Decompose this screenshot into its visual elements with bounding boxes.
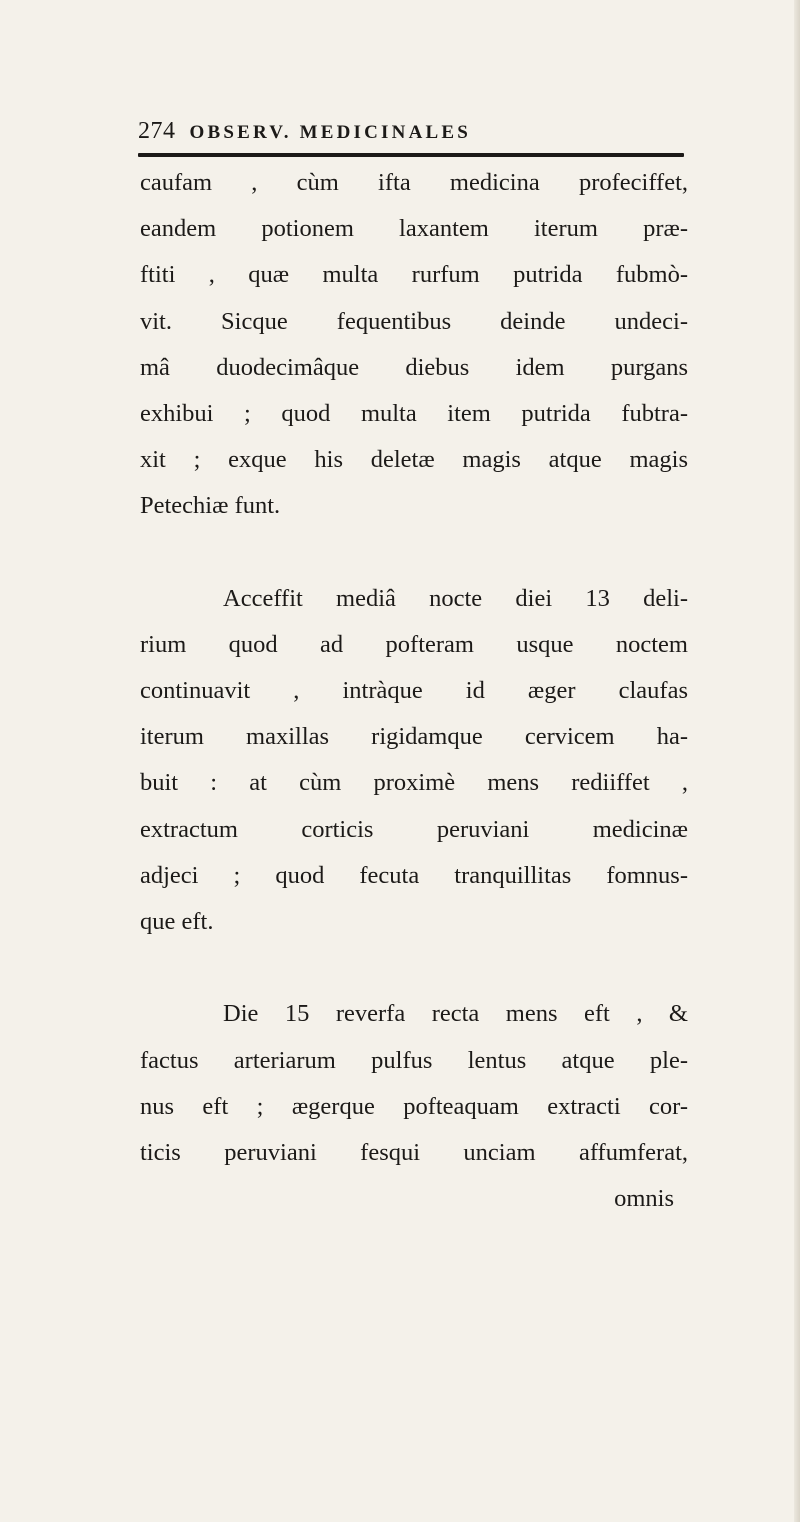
text-line: buit : at cùm proximè mens rediiffet , (140, 769, 688, 797)
paragraph-gap (140, 945, 688, 991)
paragraph-gap (140, 530, 688, 576)
page-number: 274 (138, 118, 176, 144)
text-line: extractum corticis peruviani medicinæ (140, 815, 688, 843)
text-line: exhibui ; quod multa item putrida fubtra- (140, 399, 688, 427)
paragraph (140, 160, 688, 530)
text-line: ftiti , quæ multa rurfum putrida fubmò- (140, 261, 688, 289)
text-line: Petechiæ funt. (140, 492, 281, 520)
page-edge (794, 0, 800, 1522)
text-line: ticis peruviani fesqui unciam affumferat, (140, 1138, 688, 1166)
text-line: caufam , cùm ifta medicina profeciffet, (140, 169, 688, 196)
text-line: nus eft ; ægerque pofteaquam extracti cor- (140, 1092, 688, 1120)
catchword: omnis (614, 1185, 674, 1213)
paragraph (140, 576, 688, 946)
text-line: factus arteriarum pulfus lentus atque ple- (140, 1046, 688, 1074)
text-line: eandem potionem laxantem iterum præ- (140, 215, 688, 243)
text-line: xit ; exque his deletæ magis atque magis (140, 446, 688, 474)
text-line: continuavit , intràque id æger claufas (140, 677, 688, 705)
text-line: vit. Sicque fequentibus deinde undeci- (140, 307, 688, 335)
text-line: Die 15 reverfa recta mens eft , & (223, 1000, 688, 1028)
text-line: Acceffit mediâ nocte diei 13 deli- (223, 584, 688, 612)
header-rule (138, 153, 684, 157)
paragraph (140, 991, 688, 1176)
text-line: que eft. (140, 908, 214, 935)
running-head: OBSERV. MEDICINALES (189, 122, 472, 143)
text-line: rium quod ad pofteram usque noctem (140, 630, 688, 658)
text-line: mâ duodecimâque diebus idem purgans (140, 353, 688, 381)
body-text (140, 160, 688, 1222)
text-line: adjeci ; quod fecuta tranquillitas fomnus- (140, 861, 688, 889)
text-line: iterum maxillas rigidamque cervicem ha- (140, 723, 688, 751)
page-header (138, 118, 678, 152)
